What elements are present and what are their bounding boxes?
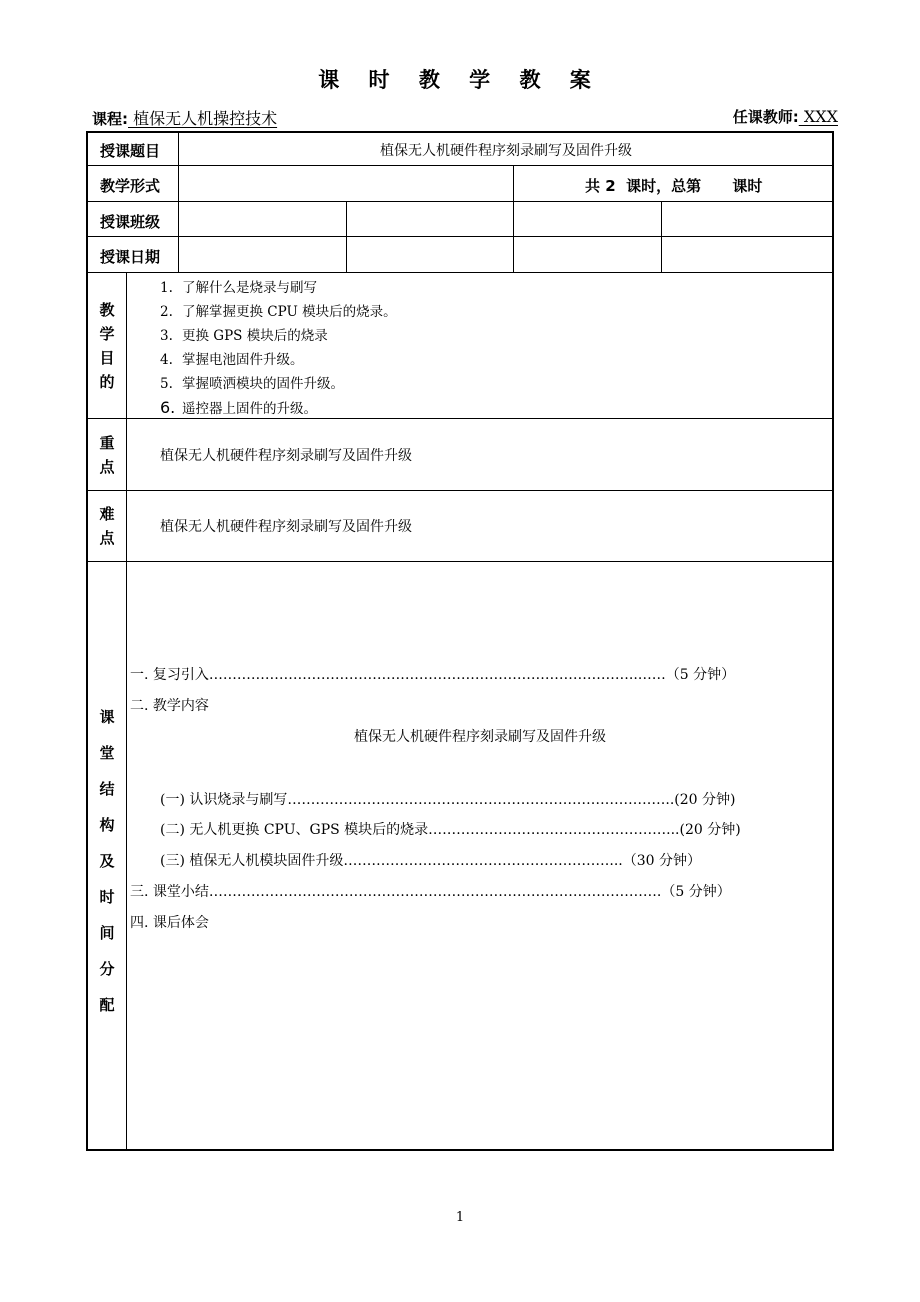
course-line: [92, 106, 277, 129]
date-label: 授课日期: [100, 248, 161, 266]
class-label: 授课班级: [100, 213, 161, 231]
col-divider: [346, 201, 347, 272]
content-part-3: (三) 植保无人机模块固件升级…………………………………………………...（30 分钟）: [160, 853, 701, 869]
list-item: 4. 掌握电池固件升级。: [160, 352, 304, 368]
row-divider: [87, 201, 833, 202]
difficulty-value: 植保无人机硬件程序刻录刷写及固件升级: [160, 519, 412, 535]
course-label: 课程:: [92, 110, 128, 128]
row-divider: [87, 561, 833, 562]
topic-value: 植保无人机硬件程序刻录刷写及固件升级: [380, 143, 632, 159]
difficulty-label: 难 点: [99, 505, 115, 547]
objectives-label: 教 学 目 的: [99, 301, 115, 391]
page-number: 1: [455, 1210, 465, 1225]
key-point-label: 重 点: [99, 434, 115, 476]
row-divider: [87, 236, 833, 237]
content-part-2: (二) 无人机更换 CPU、GPS 模块后的烧录……………………………………………...(20 分钟): [160, 822, 741, 838]
key-point-value: 植保无人机硬件程序刻录刷写及固件升级: [160, 448, 412, 464]
teacher-line: [733, 106, 838, 127]
document-title: 课 时 教 学 教 案: [318, 68, 602, 92]
content-title: 植保无人机硬件程序刻录刷写及固件升级: [354, 729, 606, 745]
hours-text: 共 2 课时，总第 课时: [585, 177, 763, 195]
row-divider: [87, 165, 833, 166]
section-reflection: 四. 课后体会: [130, 915, 209, 931]
col-divider: [661, 201, 662, 272]
course-value: 植保无人机操控技术: [128, 109, 278, 128]
form-label: 教学形式: [100, 177, 161, 195]
section-summary: 三. 课堂小结…………………………………………………………………………………….（5 分钟）: [130, 884, 731, 900]
list-item: 2. 了解掌握更换 CPU 模块后的烧录。: [160, 304, 397, 320]
row-divider: [87, 272, 833, 273]
teacher-label: 任课教师:: [732, 108, 799, 126]
list-item: 5. 掌握喷洒模块的固件升级。: [160, 376, 344, 392]
row-divider: [87, 490, 833, 491]
section-review: 一. 复习引入………………………………………………………………………………..……（5 分钟）: [130, 667, 736, 683]
content-part-1: (一) 认识烧录与刷写………………………………………………………………………..(20 分钟): [160, 792, 736, 808]
topic-label: 授课题目: [100, 142, 161, 160]
teacher-value: XXX: [798, 107, 838, 126]
col-divider: [513, 165, 514, 272]
section-content: 二. 教学内容: [130, 698, 209, 714]
list-item: 3. 更换 GPS 模块后的烧录: [160, 328, 328, 344]
list-item: 1. 了解什么是烧录与刷写: [160, 280, 317, 296]
objectives-list: [160, 276, 397, 420]
structure-label: 课 堂 结 构 及 时 间 分 配: [99, 708, 115, 1014]
list-item: 6. 遥控器上固件的升级。: [160, 398, 317, 417]
